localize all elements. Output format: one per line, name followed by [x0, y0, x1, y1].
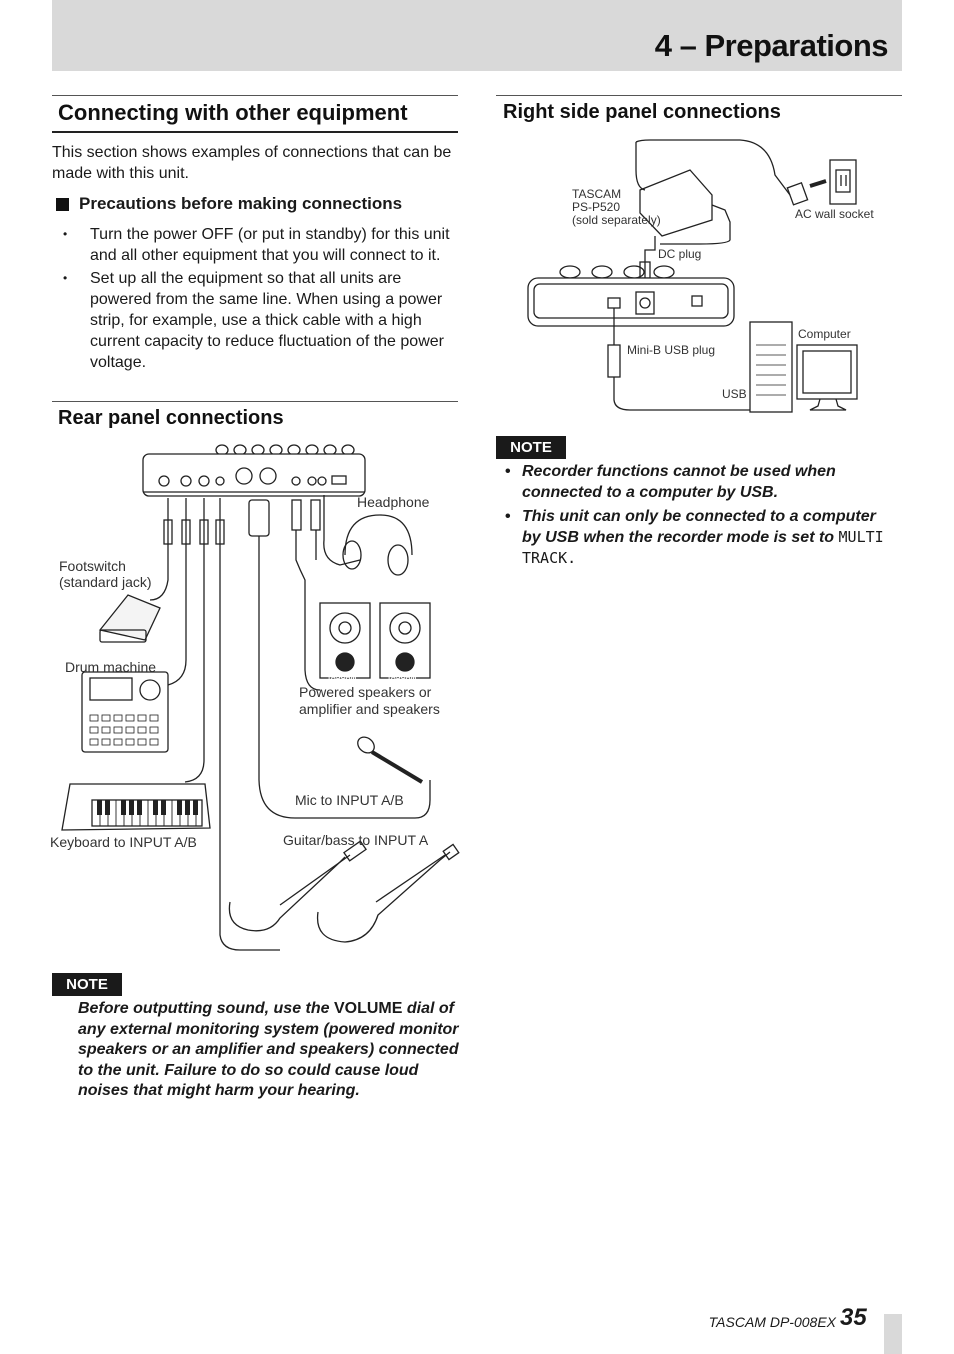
- label-footswitch: Footswitch: [59, 558, 126, 574]
- label-speakers-2: amplifier and speakers: [299, 701, 440, 717]
- label-mini-usb: Mini-B USB plug: [627, 343, 716, 357]
- note-text-pre: Before outputting sound, use the: [78, 1000, 334, 1017]
- note-text-post: dial of any external monitoring system (powered monitor speakers or an amplifier and speakers) connected to the unit. Failure to do so could cause loud noises that might harm your hearing.: [78, 1000, 459, 1099]
- footer-brand: TASCAM DP-008EX: [708, 1314, 836, 1330]
- list-item: [505, 506, 890, 569]
- mode-name: MULTI TRACK: [522, 528, 884, 567]
- rear-heading: Rear panel connections: [58, 407, 284, 429]
- note-item-end: .: [567, 549, 577, 567]
- note-item-text: Recorder functions cannot be used when connected to a computer by USB.: [522, 463, 836, 501]
- label-adapter-note: (sold separately): [572, 213, 661, 227]
- precautions-heading-text: Precautions before making connections: [79, 194, 403, 213]
- label-keyboard: Keyboard to INPUT A/B: [50, 834, 197, 850]
- chapter-title: 4 – Preparations: [654, 28, 888, 63]
- label-computer: Computer: [798, 327, 851, 341]
- note-text-volume: VOLUME: [333, 1000, 403, 1017]
- label-mic: Mic to INPUT A/B: [295, 792, 404, 808]
- label-ac-socket: AC wall socket: [795, 207, 874, 221]
- intro-text: This section shows examples of connections that can be made with this unit.: [52, 144, 452, 182]
- label-speakers: Powered speakers or: [299, 684, 432, 700]
- section-heading: Connecting with other equipment: [58, 100, 408, 125]
- label-drum-machine: Drum machine: [65, 659, 157, 675]
- note-badge: NOTE: [496, 436, 566, 459]
- speaker-brand: TASCAM: [387, 674, 417, 681]
- label-adapter-model: PS-P520: [572, 200, 621, 214]
- note-badge: NOTE: [52, 973, 122, 996]
- label-usb: USB: [722, 387, 747, 401]
- list-item: [505, 461, 890, 503]
- page-number: 35: [840, 1304, 867, 1331]
- right-heading: Right side panel connections: [503, 101, 781, 123]
- label-adapter: TASCAM: [572, 187, 622, 201]
- footer-tab: [884, 1314, 902, 1354]
- note-list: [505, 461, 890, 572]
- label-footswitch-jack: (standard jack): [59, 574, 152, 590]
- list-item: • Turn the power OFF (or put in standby) for this unit and all other equipment that you will connect to it.: [52, 224, 452, 266]
- label-headphone: Headphone: [357, 494, 430, 510]
- list-item: • Set up all the equipment so that all units are powered from the same line. When using a power strip, for example, use a thick cable with a high current capacity to reduce fluctuation of the power voltage.: [52, 268, 452, 373]
- label-dc-plug: DC plug: [658, 247, 702, 261]
- speaker-brand: TASCAM: [327, 674, 357, 681]
- note-item-text: This unit can only be connected to a computer by USB when the recorder mode is set to: [522, 508, 876, 546]
- label-guitar: Guitar/bass to INPUT A: [283, 832, 429, 848]
